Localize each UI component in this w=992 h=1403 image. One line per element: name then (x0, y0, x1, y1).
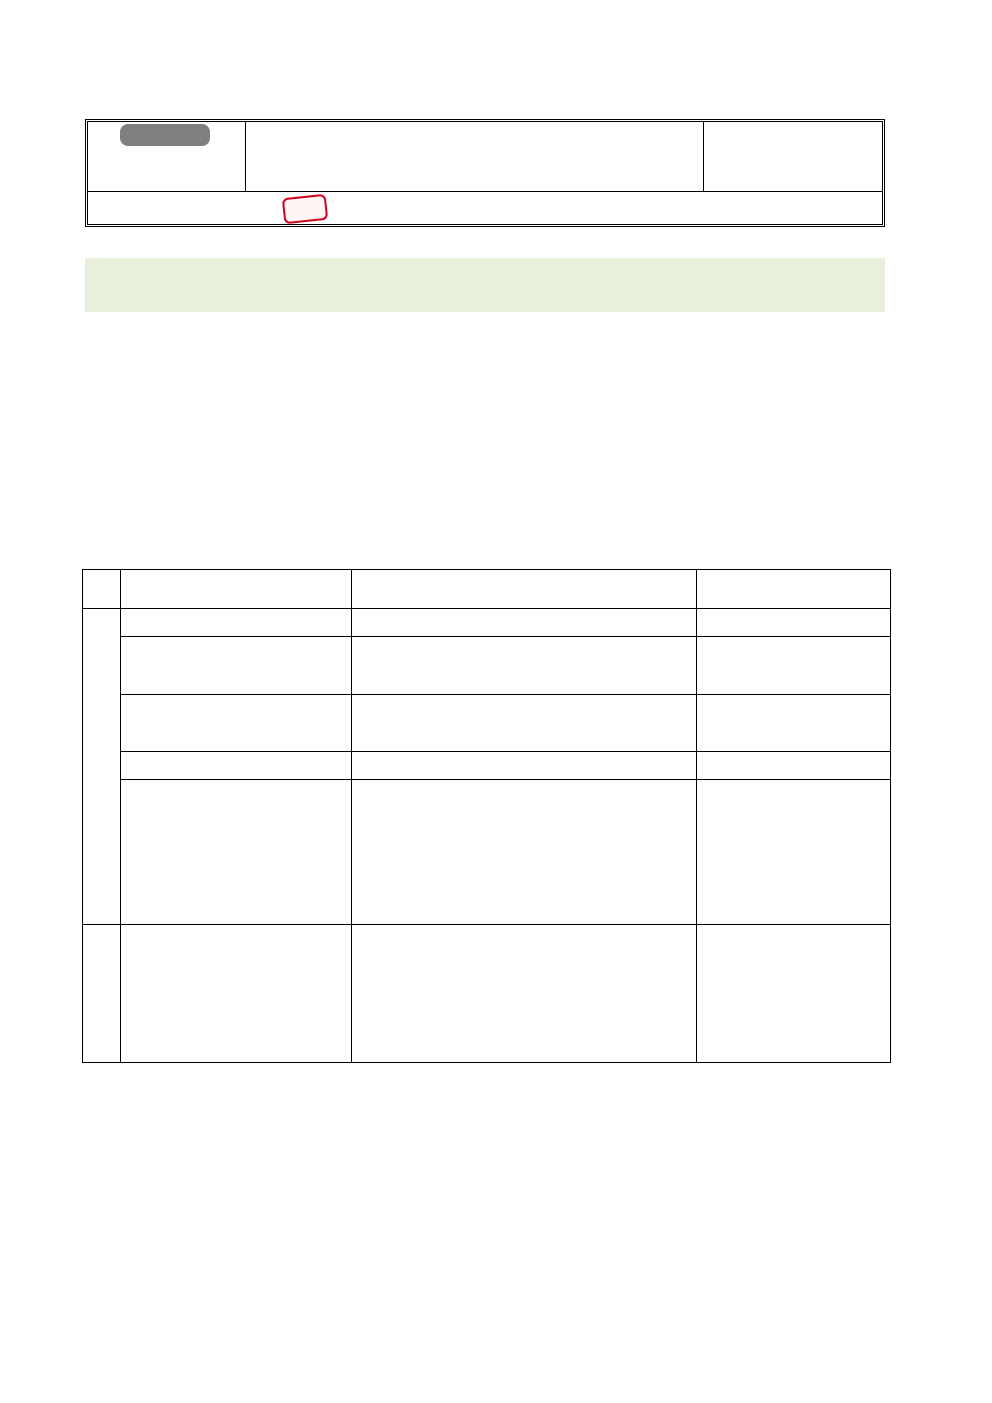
club-activity (352, 925, 697, 1063)
club-target (697, 925, 891, 1063)
motto-badge (120, 124, 210, 146)
club-name (121, 925, 352, 1063)
club-activity (352, 780, 697, 925)
table-header-row (83, 570, 891, 609)
club-target (697, 780, 891, 925)
header-target (697, 570, 891, 609)
slogan-wrap (283, 196, 337, 222)
banner-title (85, 258, 885, 312)
table-row (83, 925, 891, 1063)
table-row (83, 637, 891, 695)
header-activity (352, 570, 697, 609)
slogan-row (87, 191, 883, 226)
header-category (83, 570, 121, 609)
document-title (246, 121, 702, 191)
banner-bottom-bar (85, 312, 885, 319)
club-target (697, 695, 891, 752)
innovation-school-stamp (282, 194, 328, 224)
header-club (121, 570, 352, 609)
category-functional-parent (83, 925, 121, 1063)
club-activity (352, 695, 697, 752)
club-activity (352, 637, 697, 695)
category-parent-club (83, 609, 121, 925)
table-row (83, 780, 891, 925)
table-row (83, 695, 891, 752)
club-name (121, 752, 352, 780)
club-target (697, 637, 891, 695)
club-target (697, 609, 891, 637)
club-target (697, 752, 891, 780)
club-activity (352, 752, 697, 780)
club-table (82, 569, 891, 1063)
club-activity (352, 609, 697, 637)
table-row (83, 752, 891, 780)
club-name (121, 609, 352, 637)
club-name (121, 695, 352, 752)
table-row (83, 609, 891, 637)
club-name (121, 637, 352, 695)
club-name (121, 780, 352, 925)
contact-cell (703, 121, 884, 191)
